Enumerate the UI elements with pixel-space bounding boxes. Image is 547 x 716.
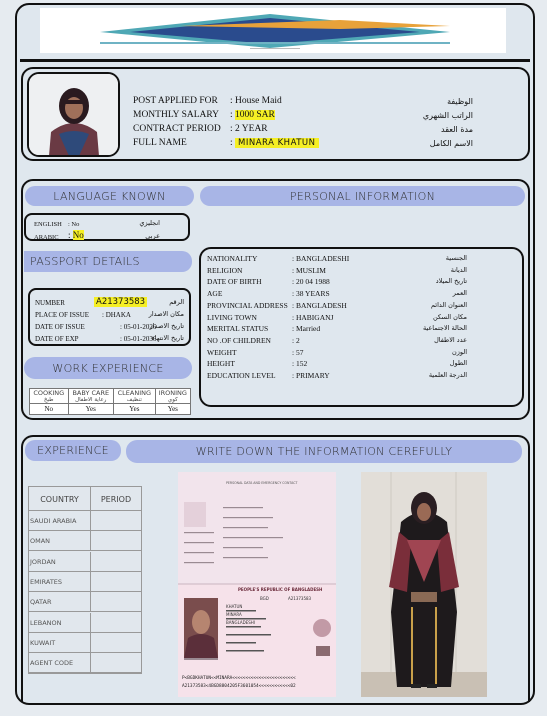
personal-value: : BANGLADESHI bbox=[292, 254, 350, 263]
place-issue-value: : DHAKA bbox=[102, 311, 131, 319]
language-box: ENGLISH : No انجليزي ARABIC : No عربي bbox=[24, 213, 190, 241]
work-header-row bbox=[30, 389, 191, 404]
language-title: LANGUAGE KNOWN bbox=[25, 186, 194, 206]
personal-arabic: الوزن bbox=[451, 347, 467, 356]
header-divider bbox=[20, 59, 530, 62]
arabic-label: ARABIC bbox=[34, 234, 59, 241]
place-issue-label: PLACE OF ISSUE bbox=[35, 311, 90, 319]
country-period[interactable] bbox=[91, 531, 141, 551]
personal-arabic: تاريخ الميلاد bbox=[435, 277, 467, 286]
country-period[interactable] bbox=[91, 613, 141, 633]
personal-value: : 2 bbox=[292, 335, 300, 345]
personal-label: MERITAL STATUS bbox=[207, 324, 269, 334]
post-label: POST APPLIED FOR bbox=[133, 96, 218, 106]
name-value: MINARA KHATUN bbox=[235, 138, 318, 148]
work-col-babycare: BABY CARE رعاية الاطفال bbox=[68, 389, 114, 404]
personal-value: : MUSLIM bbox=[292, 265, 326, 275]
country-period[interactable] bbox=[91, 633, 141, 653]
country-row bbox=[29, 633, 141, 653]
scan-number: A21373583 bbox=[288, 596, 312, 601]
personal-value: : BANGLADESH bbox=[292, 300, 347, 310]
name-label: FULL NAME bbox=[133, 138, 187, 148]
country-name: LEBANON bbox=[29, 613, 91, 633]
country-row bbox=[29, 653, 141, 673]
country-period[interactable] bbox=[91, 572, 141, 592]
passport-title: PASSPORT DETAILS bbox=[24, 251, 192, 272]
scan-surname: KHATUN bbox=[226, 604, 243, 609]
full-body-photo bbox=[361, 472, 487, 697]
arabic-value: No bbox=[72, 230, 84, 240]
date-issue-arabic: تاريخ الاصدار bbox=[149, 322, 184, 330]
date-exp-value: : 05-01-2036 bbox=[120, 335, 157, 343]
passport-number-arabic: الرقم bbox=[169, 298, 184, 306]
personal-fields bbox=[207, 253, 517, 383]
country-name: JORDAN bbox=[29, 552, 91, 572]
personal-arabic: الطول bbox=[449, 359, 467, 368]
personal-label: NO .OF CHILDREN bbox=[207, 335, 271, 345]
country-period[interactable] bbox=[91, 653, 141, 673]
personal-arabic: الديانة bbox=[450, 265, 467, 274]
country-name: OMAN bbox=[29, 531, 91, 551]
personal-label: WEIGHT bbox=[207, 347, 237, 357]
country-row bbox=[29, 511, 141, 531]
period-col-header: PERIOD bbox=[100, 494, 132, 504]
country-name: SAUDI ARABIA bbox=[29, 511, 91, 531]
full-body-image bbox=[361, 472, 487, 697]
date-issue-label: DATE OF ISSUE bbox=[35, 323, 85, 331]
personal-value: : HABIGANJ bbox=[292, 312, 334, 322]
personal-value: : 57 bbox=[292, 347, 304, 357]
scan-mrz-line1: P<BGDKHATUN<<MINARA<<<<<<<<<<<<<<<<<<<<<<<< bbox=[182, 676, 296, 681]
work-title: WORK EXPERIENCE bbox=[24, 357, 192, 379]
english-value: : No bbox=[68, 221, 80, 228]
country-row bbox=[29, 572, 141, 592]
work-table bbox=[29, 388, 191, 415]
work-val-babycare: Yes bbox=[68, 404, 114, 415]
country-period[interactable] bbox=[91, 592, 141, 612]
personal-label: HEIGHT bbox=[207, 359, 235, 369]
country-period[interactable] bbox=[91, 552, 141, 572]
passport-number-label: NUMBER bbox=[35, 299, 65, 307]
personal-title: PERSONAL INFORMATION bbox=[200, 186, 525, 206]
passport-scan bbox=[178, 472, 336, 697]
country-row bbox=[29, 552, 141, 572]
work-col-cooking: COOKING طبخ bbox=[30, 389, 69, 404]
post-value: : House Maid bbox=[230, 96, 282, 106]
country-name: AGENT CODE bbox=[29, 653, 91, 673]
personal-value: : 20 04 1988 bbox=[292, 277, 330, 287]
personal-arabic: العنوان الدائم bbox=[430, 300, 467, 309]
name-arabic: الاسم الكامل bbox=[429, 139, 473, 148]
personal-label: EDUCATION LEVEL bbox=[207, 371, 276, 380]
date-exp-label: DATE OF EXP bbox=[35, 335, 79, 343]
country-col-header: COUNTRY bbox=[29, 487, 91, 511]
scan-mrz-line2: A21373583<4BGD8804205F3601054<<<<<<<<<<<<02 bbox=[182, 684, 296, 689]
work-val-cooking: No bbox=[30, 404, 69, 415]
scan-top-heading: PERSONAL DATA AND EMERGENCY CONTACT bbox=[226, 481, 298, 485]
personal-label: NATIONALITY bbox=[207, 254, 258, 263]
salary-label: MONTHLY SALARY bbox=[133, 110, 220, 120]
contract-value: : 2 YEAR bbox=[230, 124, 268, 134]
personal-label: LIVING TOWN bbox=[207, 312, 257, 322]
contract-arabic: مدة العقد bbox=[441, 125, 473, 134]
work-col-ironing: IRONING كوي bbox=[155, 389, 190, 404]
date-issue-value: : 05-01-2026 bbox=[120, 323, 157, 331]
work-col-cleaning: CLEANING تنظيف bbox=[114, 389, 156, 404]
passport-number-value: A21373583 bbox=[96, 297, 146, 307]
personal-arabic: الحالة الاجتماعية bbox=[422, 324, 467, 333]
passport-box bbox=[28, 288, 191, 346]
passport-scan-image bbox=[178, 472, 336, 697]
scan-country-code: BGD bbox=[260, 596, 269, 601]
experience-title: EXPERIENCE bbox=[25, 440, 121, 461]
personal-arabic: عدد الاطفال bbox=[434, 335, 467, 344]
profile-photo-frame bbox=[27, 72, 120, 157]
personal-label: AGE bbox=[207, 289, 223, 299]
work-value-row bbox=[30, 404, 191, 415]
place-issue-arabic: مكان الاصدار bbox=[148, 310, 184, 318]
salary-value: 1000 SAR bbox=[235, 110, 275, 120]
scan-bottom-heading: PEOPLE'S REPUBLIC OF BANGLADESH bbox=[238, 587, 323, 592]
personal-arabic: العمر bbox=[452, 289, 467, 298]
country-row bbox=[29, 531, 141, 551]
personal-label: PROVINCIAL ADDRESS bbox=[207, 300, 288, 310]
country-table bbox=[28, 486, 142, 674]
scan-given-name: MINARA bbox=[226, 612, 242, 617]
scan-nationality: BANGLADESHI bbox=[226, 620, 255, 625]
write-title: WRITE DOWN THE INFORMATION CEREFULLY bbox=[126, 440, 522, 463]
post-arabic: الوظيفة bbox=[447, 97, 473, 106]
country-row bbox=[29, 613, 141, 633]
personal-value: : Married bbox=[292, 324, 321, 334]
country-period[interactable] bbox=[91, 511, 141, 531]
contract-label: CONTRACT PERIOD bbox=[133, 124, 221, 134]
personal-value: : PRIMARY bbox=[292, 371, 330, 380]
personal-label: DATE OF BIRTH bbox=[207, 277, 262, 287]
english-label: ENGLISH bbox=[34, 221, 62, 228]
personal-value: : 152 bbox=[292, 359, 308, 369]
personal-arabic: الدرجة العلمية bbox=[428, 371, 467, 379]
date-exp-arabic: تاريخ الانتهاء bbox=[151, 334, 184, 342]
personal-label: RELIGION bbox=[207, 265, 243, 275]
personal-value: : 38 YEARS bbox=[292, 289, 330, 299]
country-name: QATAR bbox=[29, 592, 91, 612]
work-val-cleaning: Yes bbox=[114, 404, 156, 415]
personal-arabic: الجنسية bbox=[445, 254, 467, 262]
header-banner bbox=[40, 8, 506, 53]
country-name: EMIRATES bbox=[29, 572, 91, 592]
salary-arabic: الراتب الشهري bbox=[422, 111, 473, 120]
profile-photo bbox=[29, 74, 119, 156]
arabic-arabic: عربي bbox=[145, 232, 160, 240]
country-name: KUWAIT bbox=[29, 633, 91, 653]
country-row bbox=[29, 592, 141, 612]
work-val-ironing: Yes bbox=[155, 404, 190, 415]
banner-logo bbox=[40, 8, 506, 53]
english-arabic: انجليزي bbox=[139, 219, 160, 227]
personal-arabic: مكان السكن bbox=[432, 312, 467, 321]
